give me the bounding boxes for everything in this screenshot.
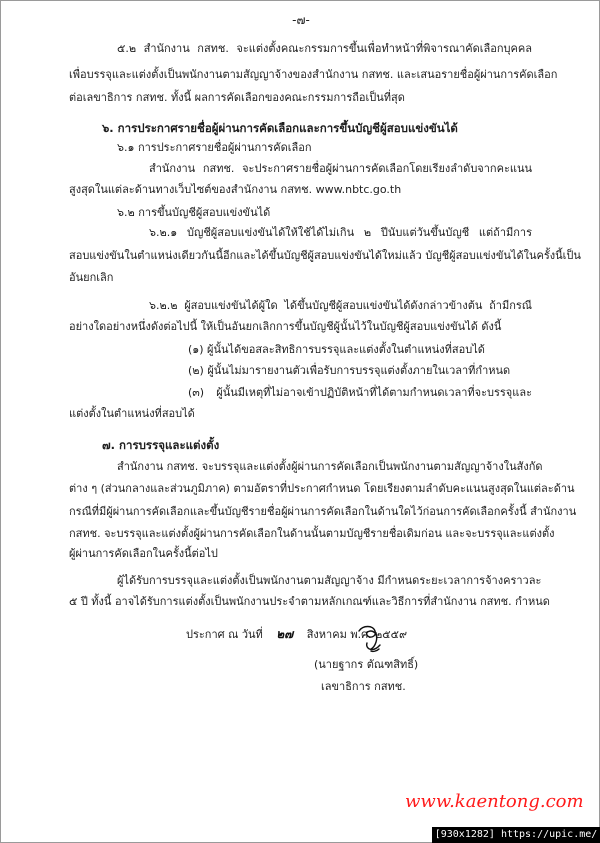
section-7-para-1-line-1: สำนักงาน กสทช. จะบรรจุและแต่งตั้งผู้ผ่านการคัดเลือกเป็นพนักงานตามสัญญาจ้างในสังกัด xyxy=(117,460,543,473)
section-7-para-1-line-2: ต่าง ๆ (ส่วนกลางและส่วนภูมิภาค) ตามอัตราที่ประกาศกำหนด โดยเรียงตามลำดับคะแนนสูงสุดในแต่ละด้าน xyxy=(69,482,575,495)
cancel-condition-3-line-1: (๓) ผู้นั้นมีเหตุที่ไม่อาจเข้าปฏิบัติหน้าที่ได้ตามกำหนดเวลาที่จะบรรจุและ xyxy=(188,386,532,399)
section-6-1-line-2: สูงสุดในแต่ละด้านทางเว็บไซต์ของสำนักงาน กสทช. www.nbtc.go.th xyxy=(69,183,402,196)
signer-title: เลขาธิการ กสทช. xyxy=(321,680,406,693)
cancel-condition-3-line-2: แต่งตั้งในตำแหน่งที่สอบได้ xyxy=(69,407,195,420)
announcement-month-year: สิงหาคม พ.ศ. ๒๕๕๙ xyxy=(306,628,408,641)
section-7-para-2-line-1: ผู้ได้รับการบรรจุและแต่งตั้งเป็นพนักงานตามสัญญาจ้าง มีกำหนดระยะเวลาการจ้างคราวละ xyxy=(117,574,542,587)
announcement-prefix: ประกาศ ณ วันที่ xyxy=(186,628,263,641)
section-6-1-line-1: สำนักงาน กสทช. จะประกาศรายชื่อผู้ผ่านการคัดเลือกโดยเรียงลำดับจากคะแนน xyxy=(149,162,532,175)
section-7-para-2-line-2: ๕ ปี ทั้งนี้ อาจได้รับการแต่งตั้งเป็นพนักงานประจำตามหลักเกณฑ์และวิธีการที่สำนักงาน กสทช. กำหนด xyxy=(69,595,550,608)
section-7-para-1-line-4: กสทช. จะบรรจุและแต่งตั้งผู้ผ่านการคัดเลือกในด้านนั้นตามบัญชีรายชื่อเดิมก่อน และจะบรรจุและแต่งตั้ง xyxy=(69,527,555,540)
section-6-2-1-line-1: ๖.๒.๑ บัญชีผู้สอบแข่งขันได้ให้ใช้ได้ไม่เกิน ๒ ปีนับแต่วันขึ้นบัญชี แต่ถ้ามีการ xyxy=(149,226,532,239)
image-size-tag: [930x1282] https://upic.me/ xyxy=(432,827,600,843)
announcement-day: ๒๗ xyxy=(276,627,294,641)
section-5-2-line-3: ต่อเลขาธิการ กสทช. ทั้งนี้ ผลการคัดเลือกของคณะกรรมการถือเป็นที่สุด xyxy=(69,91,405,104)
section-6-2-2-line-1: ๖.๒.๒ ผู้สอบแข่งขันได้ผู้ใด ได้ขึ้นบัญชีผู้สอบแข่งขันได้ดังกล่าวข้างต้น ถ้ามีกรณี xyxy=(149,299,532,312)
cancel-condition-1: (๑) ผู้นั้นได้ขอสละสิทธิการบรรจุและแต่งตั้งในตำแหน่งที่สอบได้ xyxy=(188,343,485,356)
section-7-para-1-line-3: กรณีที่มีผู้ผ่านการคัดเลือกและขึ้นบัญชีรายชื่อผู้ผ่านการคัดเลือกในด้านใดไว้ก่อนการคัดเลือกครั้งนี้ สำนักงาน xyxy=(69,505,577,518)
section-5-2-line-1: ๕.๒ สำนักงาน กสทช. จะแต่งตั้งคณะกรรมการขึ้นเพื่อทำหน้าที่พิจารณาคัดเลือกบุคคล xyxy=(117,42,532,55)
section-6-2-1-line-2: สอบแข่งขันในตำแหน่งเดียวกันนี้อีกและได้ขึ้นบัญชีผู้สอบแข่งขันได้ใหม่แล้ว บัญชีผู้สอบแข่งขันได้ในครั้งนี้เป็น xyxy=(69,249,581,262)
cancel-condition-2: (๒) ผู้นั้นไม่มารายงานตัวเพื่อรับการบรรจุแต่งตั้งภายในเวลาที่กำหนด xyxy=(188,364,511,377)
signer-name: (นายฐากร ตัณฑสิทธิ์) xyxy=(314,658,419,671)
section-7-para-1-line-5: ผู้ผ่านการคัดเลือกในครั้งนี้ต่อไป xyxy=(69,547,218,560)
page-number: -๗- xyxy=(292,13,310,27)
section-6-1-title: ๖.๑ การประกาศรายชื่อผู้ผ่านการคัดเลือก xyxy=(117,141,312,154)
section-6-2-1-line-3: อันยกเลิก xyxy=(69,271,114,284)
section-6-2-title: ๖.๒ การขึ้นบัญชีผู้สอบแข่งขันได้ xyxy=(117,206,271,219)
section-5-2-line-2: เพื่อบรรจุและแต่งตั้งเป็นพนักงานตามสัญญาจ้างของสำนักงาน กสทช. และเสนอรายชื่อผู้ผ่านการคัดเลือก xyxy=(69,68,558,81)
watermark-url: www.kaentong.com xyxy=(405,791,584,812)
signature-image xyxy=(353,623,387,655)
section-7-heading: ๗. การบรรจุและแต่งตั้ง xyxy=(102,438,220,452)
section-6-2-2-line-2: อย่างใดอย่างหนึ่งดังต่อไปนี้ ให้เป็นอันยกเลิกการขึ้นบัญชีผู้นั้นไว้ในบัญชีผู้สอบแข่งขันได้ ดังนี้ xyxy=(69,320,502,333)
section-6-heading: ๖. การประกาศรายชื่อผู้ผ่านการคัดเลือกและการขึ้นบัญชีผู้สอบแข่งขันได้ xyxy=(102,121,458,135)
